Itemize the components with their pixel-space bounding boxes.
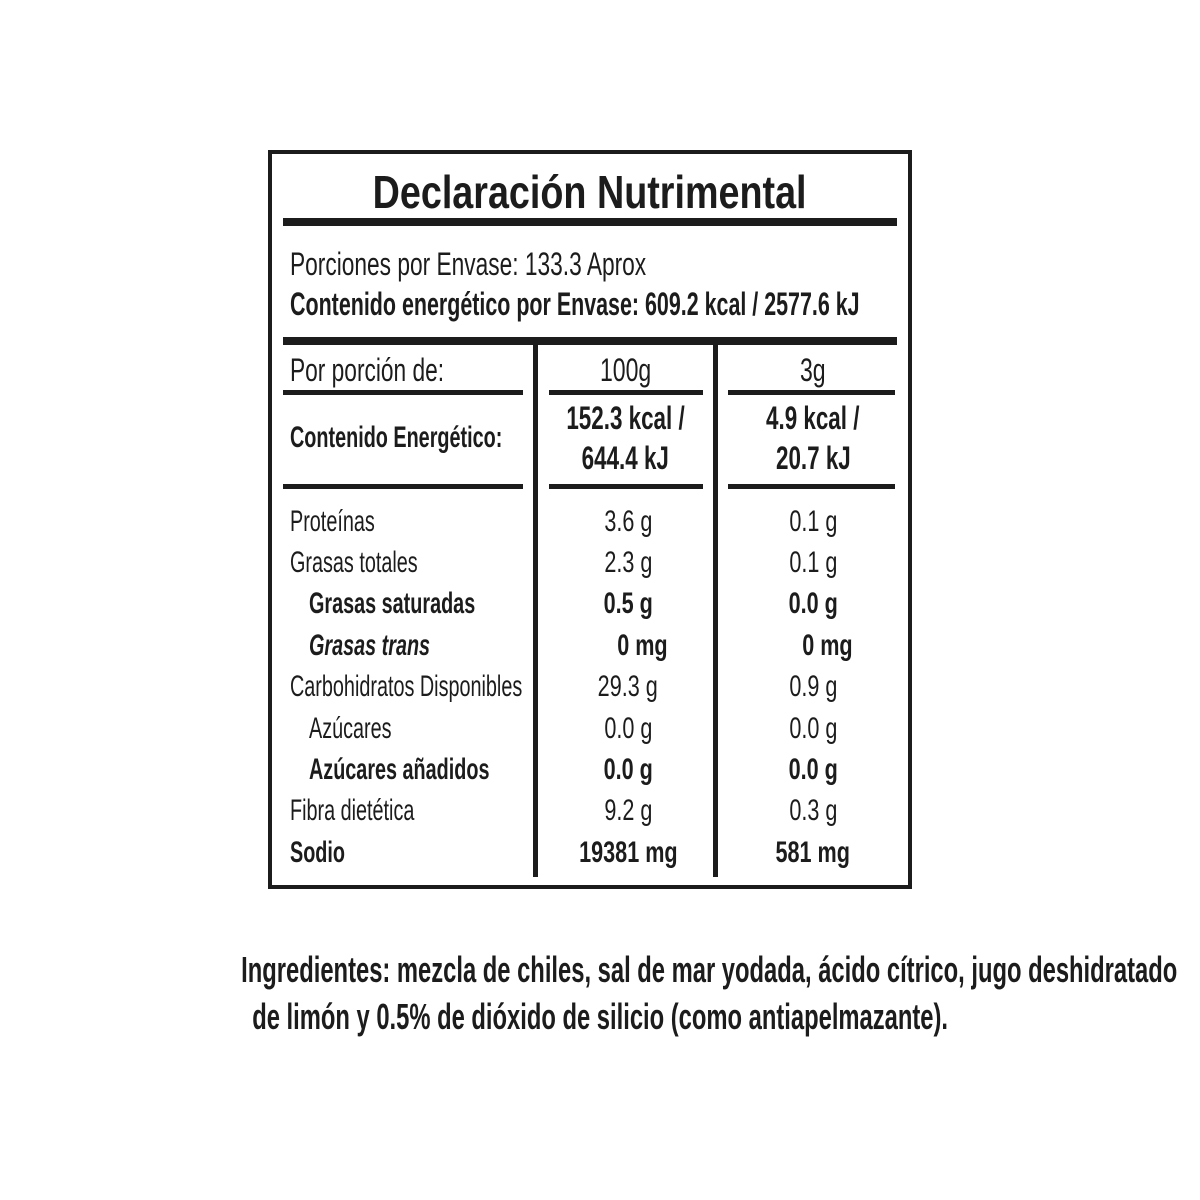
row-value-serving (718, 546, 908, 580)
ingredients-line2-text: de limón y 0.5% de dióxido de silicio (como antiapelmazante). (252, 996, 948, 1037)
row-value-100g-text: 19381 mg (578, 835, 678, 869)
row-label-text: Grasas saturadas (309, 587, 476, 621)
row-value-serving (718, 629, 908, 663)
energy-per-package-line (290, 285, 1140, 323)
row-label-text: Carbohidratos Disponibles (290, 670, 523, 704)
energy-row-value-serving (718, 398, 908, 478)
row-value-serving-text: 0.9 g (788, 670, 838, 704)
row-value-100g (538, 546, 718, 580)
row-value-serving (718, 753, 908, 787)
row-value-serving-text: 0.0 g (788, 711, 838, 745)
row-value-serving-text: 0.3 g (788, 794, 838, 828)
header-underline-col1 (283, 390, 523, 395)
ingredients-text (0, 946, 1200, 1040)
table-row-fibra (272, 791, 908, 832)
row-label (272, 505, 538, 539)
row-label-text: Azúcares (309, 711, 392, 745)
table-row-azucares (272, 708, 908, 749)
header-per-100g-text: 100g (599, 352, 652, 388)
row-label-text: Azúcares añadidos (309, 753, 490, 787)
servings-line-text: Porciones por Envase: 133.3 Aprox (290, 246, 647, 282)
energy-serving-line2: 20.7 kJ (775, 440, 851, 476)
label-title (272, 168, 908, 216)
table-row-grasas-totales (272, 542, 908, 583)
label-title-text: Declaración Nutrimental (373, 166, 807, 218)
row-value-100g (538, 629, 718, 663)
row-label-text: Grasas totales (290, 546, 418, 580)
energy-underline-col2 (549, 484, 703, 489)
servings-line (290, 245, 792, 283)
table-row-carbohidratos (272, 667, 908, 708)
energy-underline-col3 (728, 484, 895, 489)
row-value-serving-text: 0.0 g (788, 753, 838, 787)
row-value-serving (718, 836, 908, 870)
row-value-serving (718, 505, 908, 539)
row-label-text: Fibra dietética (290, 794, 415, 828)
row-value-100g-text: 0 mg (617, 628, 668, 662)
row-value-100g-text: 2.3 g (603, 546, 653, 580)
row-value-serving (718, 587, 908, 621)
energy-per-package-text: Contenido energético por Envase: 609.2 kcal / 2577.6 kJ (290, 286, 860, 322)
table-row-grasas-trans (272, 625, 908, 666)
row-label-text: Sodio (290, 835, 345, 869)
row-label (272, 836, 538, 870)
row-value-100g-text: 0.0 g (603, 753, 653, 787)
header-underline-col3 (728, 390, 895, 395)
header-per-serving-text: 3g (800, 352, 826, 388)
energy-underline-col1 (283, 484, 523, 489)
row-label (272, 712, 538, 746)
title-divider-bar (283, 218, 897, 226)
row-value-100g-text: 3.6 g (603, 504, 653, 538)
ingredients-line1 (0, 946, 1200, 993)
table-row-grasas-saturadas (272, 584, 908, 625)
row-label-text: Grasas trans (309, 628, 431, 662)
header-portion-text: Por porción de: (290, 352, 445, 388)
row-label (272, 794, 538, 828)
energy-row-label-text: Contenido Energético: (290, 421, 503, 454)
row-value-serving (718, 794, 908, 828)
row-value-100g (538, 670, 718, 704)
row-value-serving-text: 0.1 g (788, 546, 838, 580)
row-value-serving-text: 0 mg (802, 628, 853, 662)
header-portion-label (290, 351, 507, 389)
row-value-serving-text: 0.1 g (788, 504, 838, 538)
row-label-text: Proteínas (290, 504, 375, 538)
energy-100g-line2: 644.4 kJ (581, 440, 670, 476)
nutrition-label (268, 150, 912, 889)
table-row-sodio (272, 832, 908, 873)
header-per-serving (718, 351, 908, 389)
section-divider-bar (283, 337, 897, 345)
energy-100g-line1: 152.3 kcal / (566, 400, 685, 436)
row-label (272, 670, 538, 704)
header-per-100g (538, 351, 713, 389)
row-label (272, 587, 538, 621)
row-value-100g (538, 587, 718, 621)
row-value-100g (538, 505, 718, 539)
row-value-serving-text: 581 mg (775, 835, 851, 869)
header-underline-col2 (549, 390, 703, 395)
row-value-100g (538, 712, 718, 746)
row-value-serving (718, 712, 908, 746)
row-value-serving (718, 670, 908, 704)
nutrient-rows (272, 501, 908, 874)
table-row-azucares-anadidos (272, 749, 908, 790)
row-value-100g (538, 836, 718, 870)
row-label (272, 629, 538, 663)
row-value-100g-text: 0.5 g (603, 587, 653, 621)
energy-row-value-100g (538, 398, 713, 478)
table-row-proteinas (272, 501, 908, 542)
row-value-serving-text: 0.0 g (788, 587, 838, 621)
row-value-100g-text: 29.3 g (597, 670, 659, 704)
ingredients-line2 (0, 993, 1200, 1040)
row-label (272, 753, 538, 787)
row-label (272, 546, 538, 580)
row-value-100g-text: 0.0 g (603, 711, 653, 745)
ingredients-line1-text: Ingredientes: mezcla de chiles, sal de mar yodada, ácido cítrico, jugo deshidratado (241, 949, 1178, 990)
row-value-100g-text: 9.2 g (603, 794, 653, 828)
energy-serving-line1: 4.9 kcal / (766, 400, 860, 436)
row-value-100g (538, 753, 718, 787)
row-value-100g (538, 794, 718, 828)
